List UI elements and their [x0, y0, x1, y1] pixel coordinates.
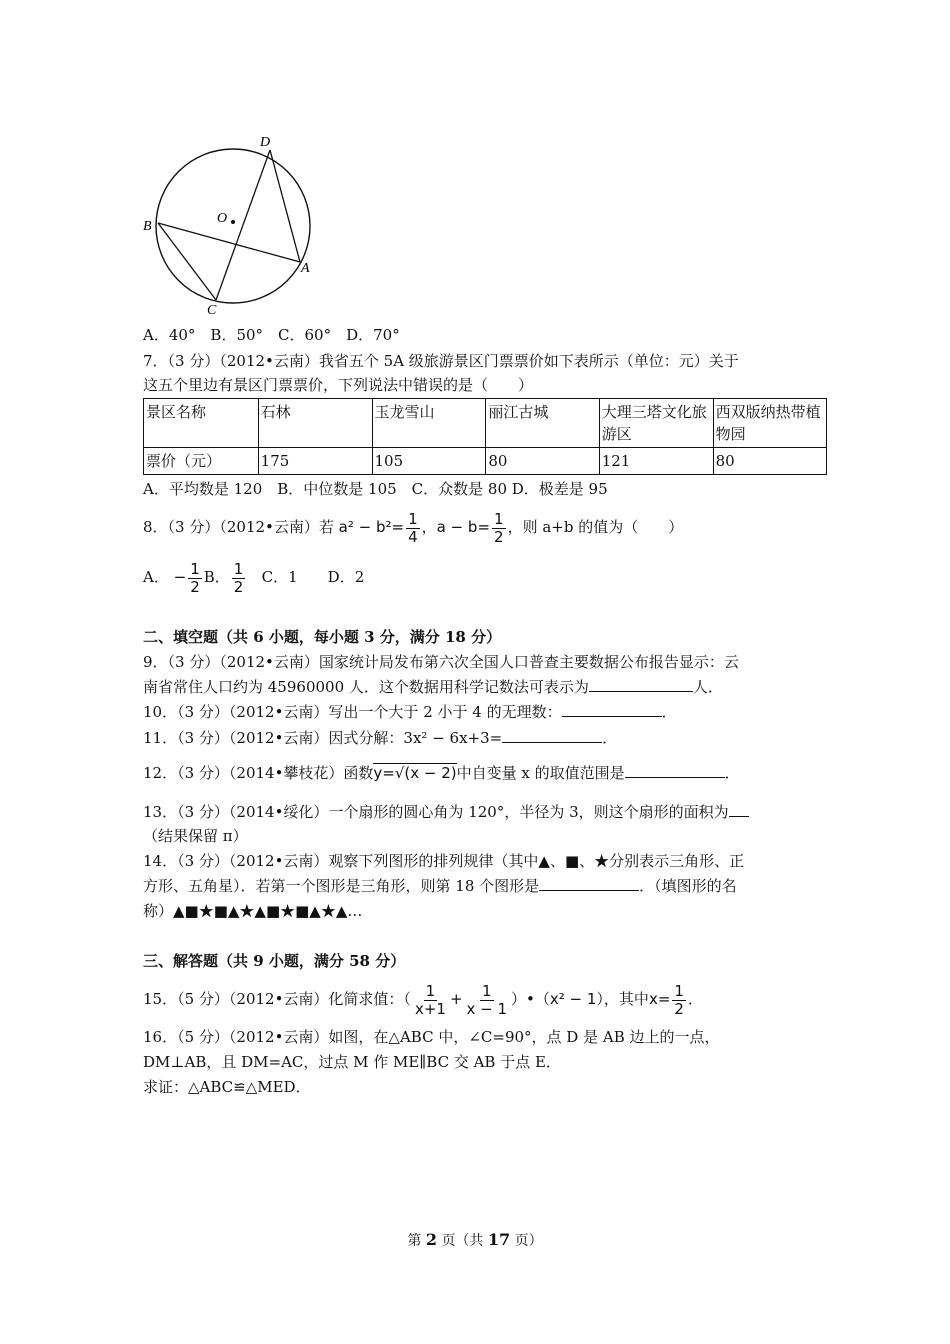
q7-line2: 这五个里边有景区门票票价，下列说法中错误的是（ ） [143, 376, 534, 394]
table-cell: 80 [713, 448, 826, 475]
answer-blank [502, 728, 602, 743]
label-d: D [260, 135, 271, 150]
q8-expr1: a² − b²= [338, 518, 405, 536]
page-number: 2 [425, 1230, 437, 1249]
table-cell: 80 [486, 448, 599, 475]
table-cell: 121 [599, 448, 713, 475]
label-o: O [217, 211, 228, 226]
q16-line2: DM⊥AB，且 DM=AC，过点 M 作 ME∥BC 交 AB 于点 E． [143, 1053, 561, 1071]
label-c: C [207, 303, 217, 318]
q15-line: 15．（5 分）（2012•云南）化简求值：（ $\frac{1}{x+1}$ + $\frac{1}{x - 1}$ ）•（x² − 1），其中x= $\frac{1}{2}$ ． [143, 981, 703, 1018]
q13-line1: 13．（3 分）（2014•绥化）一个扇形的圆心角为 120°，半径为 3，则这个扇形的面积为 [143, 802, 749, 822]
q8-opt-rest: C．1 D．2 [261, 568, 365, 586]
circle-figure [140, 130, 330, 324]
q16-line1: 16．（5 分）（2012•云南）如图，在△ABC 中，∠C=90°，点 D 是 AB 边上的一点， [143, 1028, 720, 1046]
answer-blank [625, 763, 725, 778]
q15-frac3: $\frac{1}{2}$ [674, 981, 684, 1018]
q10-line: 10．（3 分）（2012•云南）写出一个大于 2 小于 4 的无理数： ． [143, 703, 677, 721]
q7-options: A．平均数是 120 B．中位数是 105 C．众数是 80 D．极差是 95 [143, 480, 608, 498]
q6-options: A．40° B．50° C．60° D．70° [143, 326, 400, 344]
table-cell: 石林 [258, 399, 372, 448]
page-total: 17 [487, 1230, 511, 1249]
q9-line1: 9．（3 分）（2012•云南）国家统计局发布第六次全国人口普查主要数据公布报告显示：云 [143, 653, 739, 671]
table-row-price [144, 448, 827, 475]
table-cell: 175 [258, 448, 372, 475]
table-cell: 105 [372, 448, 486, 475]
q9-line2: 南省常住人口约为 45960000 人．这个数据用科学记数法可表示为 人． [143, 678, 723, 696]
label-b: B [143, 219, 152, 234]
q15-frac2: $\frac{1}{x - 1}$ [466, 981, 508, 1018]
segment-bd-chord [158, 223, 300, 262]
q12-line: 12．（3 分）（2014•攀枝花）函数y=√(x − 2)中自变量 x 的取值范围是 ． [143, 764, 740, 782]
q14-line3: 称）▲■★■▲★▲■★■▲★▲… [143, 902, 363, 920]
section3-title: 三、解答题（共 9 小题，满分 58 分） [143, 952, 406, 970]
label-a: A [301, 261, 310, 276]
table-cell: 玉龙雪山 [372, 399, 486, 448]
q8-line [143, 510, 683, 546]
circle [156, 149, 310, 303]
answer-blank [729, 802, 749, 817]
table-cell: 票价（元） [144, 448, 259, 475]
q8-opt-b-label: B． [203, 568, 230, 586]
q8-opt-a-sign: − [173, 568, 187, 586]
q14-line2: 方形、五角星）．若第一个图形是三角形，则第 18 个图形是 ．（填图形的名 [143, 877, 737, 895]
q14-line1: 14．（3 分）（2012•云南）观察下列图形的排列规律（其中▲、■、★分别表示三角形、正 [143, 852, 745, 870]
table-cell: 丽江古城 [486, 399, 599, 448]
q8-frac-a: $\frac{1}{2}$ [190, 559, 200, 596]
q8-frac-b: $\frac{1}{2}$ [233, 559, 244, 596]
table-cell: 西双版纳热带植物园 [713, 399, 826, 448]
q12-expr: y=√(x − 2) [373, 764, 457, 782]
answer-blank [562, 702, 662, 717]
center-point [231, 220, 235, 224]
q16-line3: 求证：△ABC≌△MED． [143, 1078, 311, 1096]
section2-title: 二、填空题（共 6 小题，每小题 3 分，满分 18 分） [143, 628, 502, 646]
answer-blank [539, 876, 639, 891]
table-cell: 景区名称 [144, 399, 259, 448]
q8-frac2: $\frac{1}{2}$ [494, 509, 504, 546]
page-footer: 第 2 页（共 17 页） [407, 1230, 543, 1249]
q8-options [143, 560, 364, 596]
table-row-header [144, 399, 827, 448]
q8-opt-a-label: A． [143, 568, 169, 586]
answer-blank [589, 677, 693, 692]
q13-line2: （结果保留 π） [143, 827, 248, 845]
q8-suffix: ，则 a+b 的值为（ ） [507, 518, 684, 536]
segment-da [270, 150, 300, 262]
q8-prefix: 8．（3 分）（2012•云南）若 [143, 518, 334, 536]
q11-line: 11．（3 分）（2012•云南）因式分解：3x² − 6x+3= ． [143, 729, 618, 747]
q8-frac1: $\frac{1}{4}$ [408, 509, 418, 546]
table-cell: 大理三塔文化旅游区 [599, 399, 713, 448]
price-table [143, 398, 827, 475]
q8-mid: ，a − b= [421, 518, 491, 536]
q15-frac1: $\frac{1}{x+1}$ [414, 981, 446, 1018]
q7-line1: 7．（3 分）（2012•云南）我省五个 5A 级旅游景区门票票价如下表所示（单位：元）关于 [143, 352, 739, 370]
